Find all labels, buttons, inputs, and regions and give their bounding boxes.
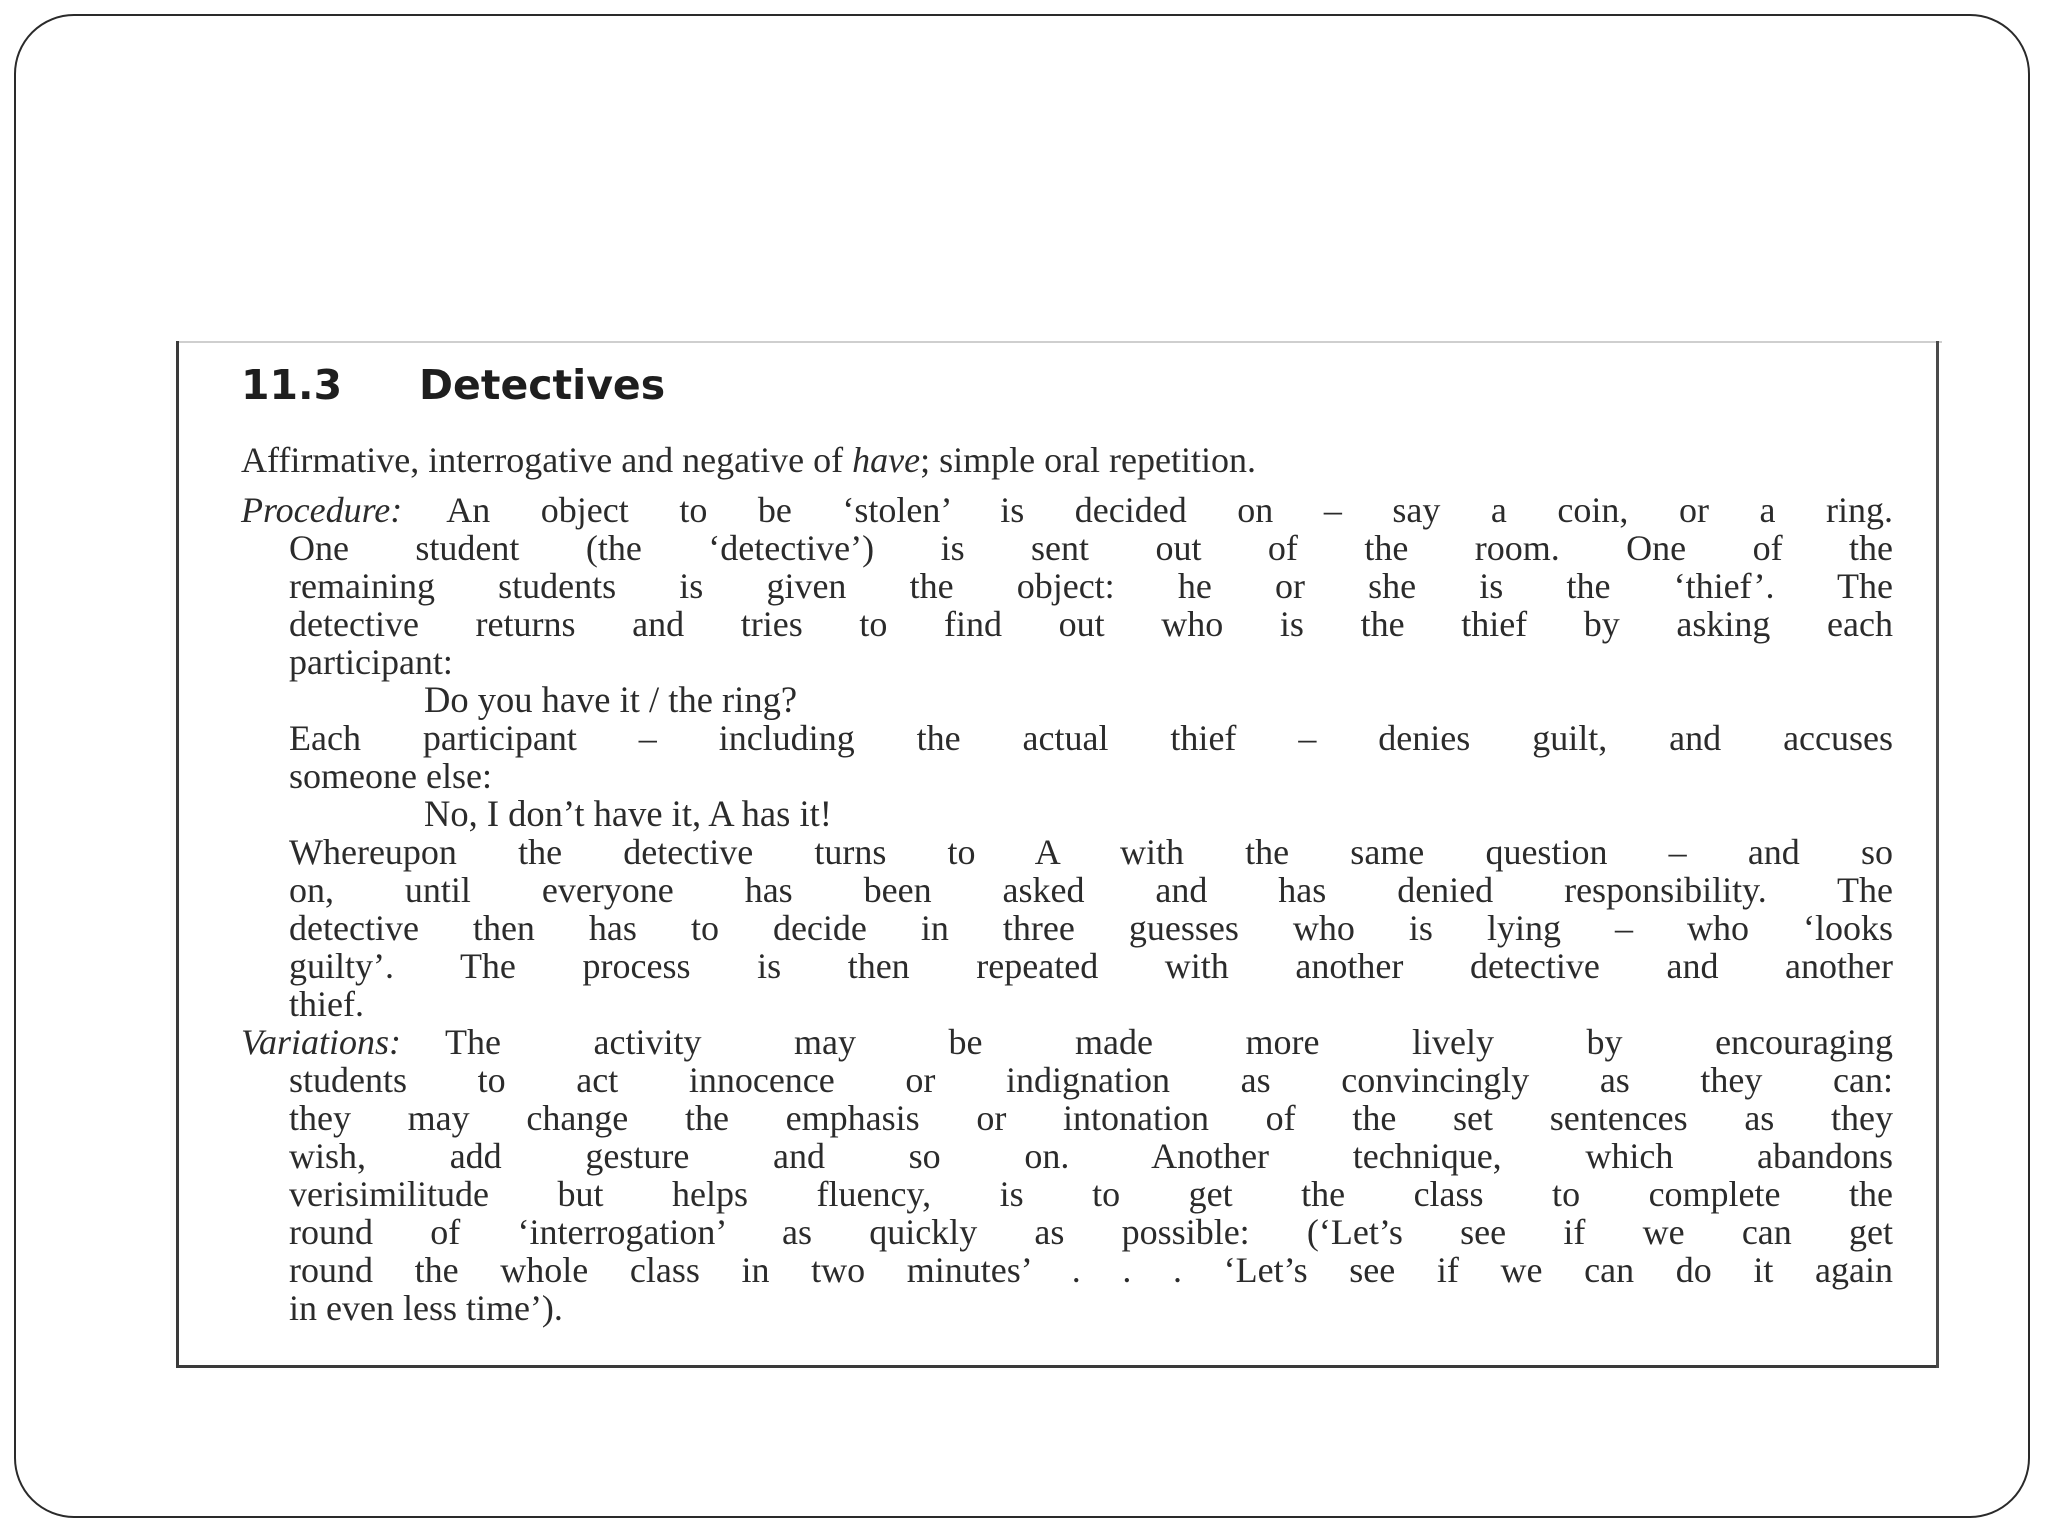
variations-line-3: they may change the emphasis or intonation of the set sentences as they [289,1098,1893,1138]
intro-text-italic: have [852,440,921,480]
procedure-line-6: Each participant – including the actual thief – denies guilt, and accuses [289,718,1893,758]
example-answer: No, I don’t have it, A has it! [424,793,832,834]
intro-text-after: ; simple oral repetition. [920,440,1256,480]
procedure-line-2: One student (the ‘detective’) is sent out of the room. One of the [289,528,1893,568]
slide-frame [14,14,2030,1518]
variations-label: Variations: [241,1022,402,1062]
variations-line-5: verisimilitude but helps fluency, is to get the class to complete the [289,1174,1893,1214]
variations-line-4: wish, add gesture and so on. Another technique, which abandons [289,1136,1893,1176]
section-title: Detectives [419,361,666,409]
variations-line-1 [241,1023,1893,1061]
procedure-line-4: detective returns and tries to find out who is the thief by asking each [289,604,1893,644]
procedure-line-5: participant: [289,642,453,682]
procedure-line-10: detective then has to decide in three guesses who is lying – who ‘looks [289,908,1893,948]
variations-line-7: round the whole class in two minutes’ . . . ‘Let’s see if we can do it again [289,1250,1893,1290]
variations-line-8: in even less time’). [289,1288,563,1328]
procedure-line-8: Whereupon the detective turns to A with the same question – and so [289,832,1893,872]
procedure-line-11: guilty’. The process is then repeated with another detective and another [289,946,1893,986]
procedure-line-3: remaining students is given the object: he or she is the ‘thief’. The [289,566,1893,606]
procedure-line-9: on, until everyone has been asked and has denied responsibility. The [289,870,1893,910]
procedure-line-7: someone else: [289,756,492,796]
procedure-text-1: An object to be ‘stolen’ is decided on – say a coin, or a ring. [446,490,1893,530]
variations-text-1: The activity may be made more lively by encouraging [445,1022,1893,1062]
section-number: 11.3 [241,361,343,409]
procedure-label: Procedure: [241,490,403,530]
variations-line-6: round of ‘interrogation’ as quickly as possible: (‘Let’s see if we can get [289,1212,1893,1252]
intro-text-before: Affirmative, interrogative and negative of [241,440,853,480]
scanned-page [176,341,1939,1368]
procedure-line-1 [241,491,1893,529]
example-question: Do you have it / the ring? [424,679,798,720]
activity-text [241,441,1893,1327]
intro-line [241,441,1893,479]
scan-top-edge [179,341,1942,343]
procedure-line-12: thief. [289,984,364,1024]
variations-line-2: students to act innocence or indignation as convincingly as they can: [289,1060,1893,1100]
section-heading [241,361,665,409]
scan-right-edge [1936,341,1939,1368]
